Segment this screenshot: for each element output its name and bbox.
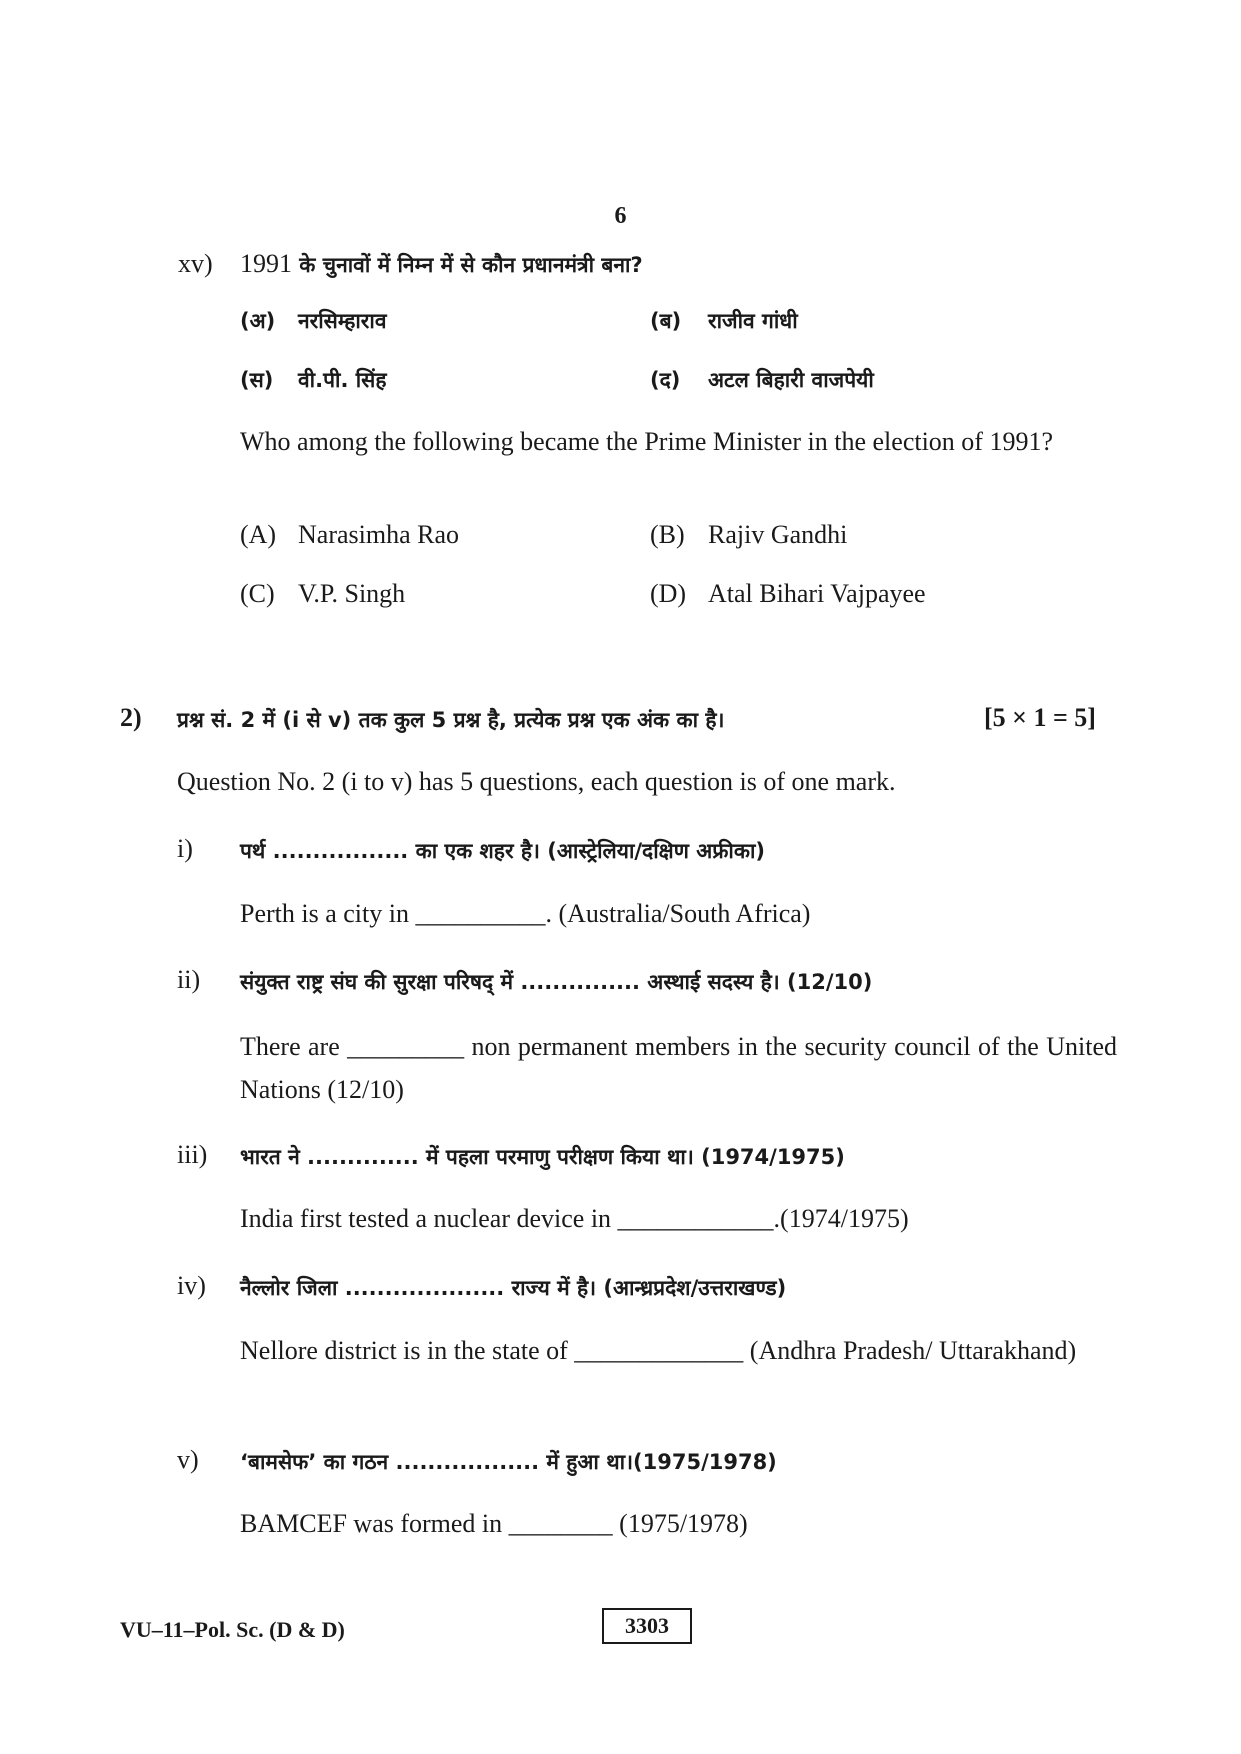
option-label: (स) <box>240 368 274 392</box>
question-number: xv) <box>178 249 213 278</box>
question-hindi <box>240 249 643 279</box>
option-text: Rajiv Gandhi <box>708 520 848 549</box>
marks-badge: [5 × 1 = 5] <box>984 703 1096 732</box>
item-english: India first tested a nuclear device in ____________.(1974/1975) <box>240 1204 909 1233</box>
option-hindi-b <box>650 307 798 335</box>
page-number: 6 <box>614 203 627 229</box>
serial-number-box: 3303 <box>602 1608 692 1644</box>
item-english: Perth is a city in __________. (Australia/South Africa) <box>240 899 811 928</box>
option-hindi-c <box>240 366 387 394</box>
option-english-a <box>240 520 459 550</box>
item-number: iv) <box>177 1271 206 1300</box>
option-hindi-a <box>240 307 387 335</box>
section-intro-english: Question No. 2 (i to v) has 5 questions, each question is of one mark. <box>177 767 896 796</box>
item-number: iii) <box>177 1140 208 1169</box>
item-number: i) <box>177 834 193 863</box>
option-label: (D) <box>650 579 687 608</box>
option-english-d <box>650 579 926 609</box>
question-english: Who among the following became the Prime Minister in the election of 1991? <box>240 427 1054 456</box>
option-label: (ब) <box>650 309 682 333</box>
option-text: नरसिम्हाराव <box>298 309 387 333</box>
option-label: (A) <box>240 520 277 549</box>
option-text: Narasimha Rao <box>298 520 460 549</box>
item-hindi: संयुक्त राष्ट्र संघ की सुरक्षा परिषद् में ............... अस्थाई सदस्य है। (12/10) <box>240 970 873 994</box>
option-text: अटल बिहारी वाजपेयी <box>708 368 874 392</box>
question-number: 2) <box>120 703 142 732</box>
option-text: V.P. Singh <box>298 579 406 608</box>
option-hindi-d <box>650 366 874 394</box>
item-english: BAMCEF was formed in ________ (1975/1978) <box>240 1509 748 1538</box>
option-text: Atal Bihari Vajpayee <box>708 579 926 608</box>
item-english: Nellore district is in the state of _____________ (Andhra Pradesh/ Uttarakhand) <box>240 1336 1077 1365</box>
option-label: (C) <box>240 579 275 608</box>
option-english-c <box>240 579 405 609</box>
item-hindi: भारत ने .............. में पहला परमाणु परीक्षण किया था। (1974/1975) <box>240 1145 845 1169</box>
item-number: v) <box>177 1445 199 1474</box>
option-text: राजीव गांधी <box>708 309 798 333</box>
item-hindi: पर्थ ................. का एक शहर है। (आस्ट्रेलिया/दक्षिण अफ्रीका) <box>240 839 766 863</box>
question-hindi-text: के चुनावों में निम्न में से कौन प्रधानमंत्री बना? <box>292 253 643 277</box>
item-hindi: नैल्लोर जिला .................... राज्य में है। (आन्ध्रप्रदेश/उत्तराखण्ड) <box>240 1276 787 1300</box>
option-label: (B) <box>650 520 685 549</box>
option-label: (अ) <box>240 309 276 333</box>
option-text: वी.पी. सिंह <box>298 368 387 392</box>
paper-code: VU–11–Pol. Sc. (D & D) <box>120 1617 345 1642</box>
item-english: There are _________ non permanent members in the security council of the United Nations (12/10) <box>240 1032 1117 1104</box>
item-hindi: ‘बामसेफ’ का गठन .................. में हुआ था।(1975/1978) <box>240 1450 777 1474</box>
option-label: (द) <box>650 368 681 392</box>
question-year: 1991 <box>240 249 292 278</box>
option-english-b <box>650 520 847 550</box>
item-number: ii) <box>177 965 201 994</box>
section-intro-hindi: प्रश्न सं. 2 में (i से v) तक कुल 5 प्रश्न है, प्रत्येक प्रश्न एक अंक का है। <box>177 708 725 732</box>
